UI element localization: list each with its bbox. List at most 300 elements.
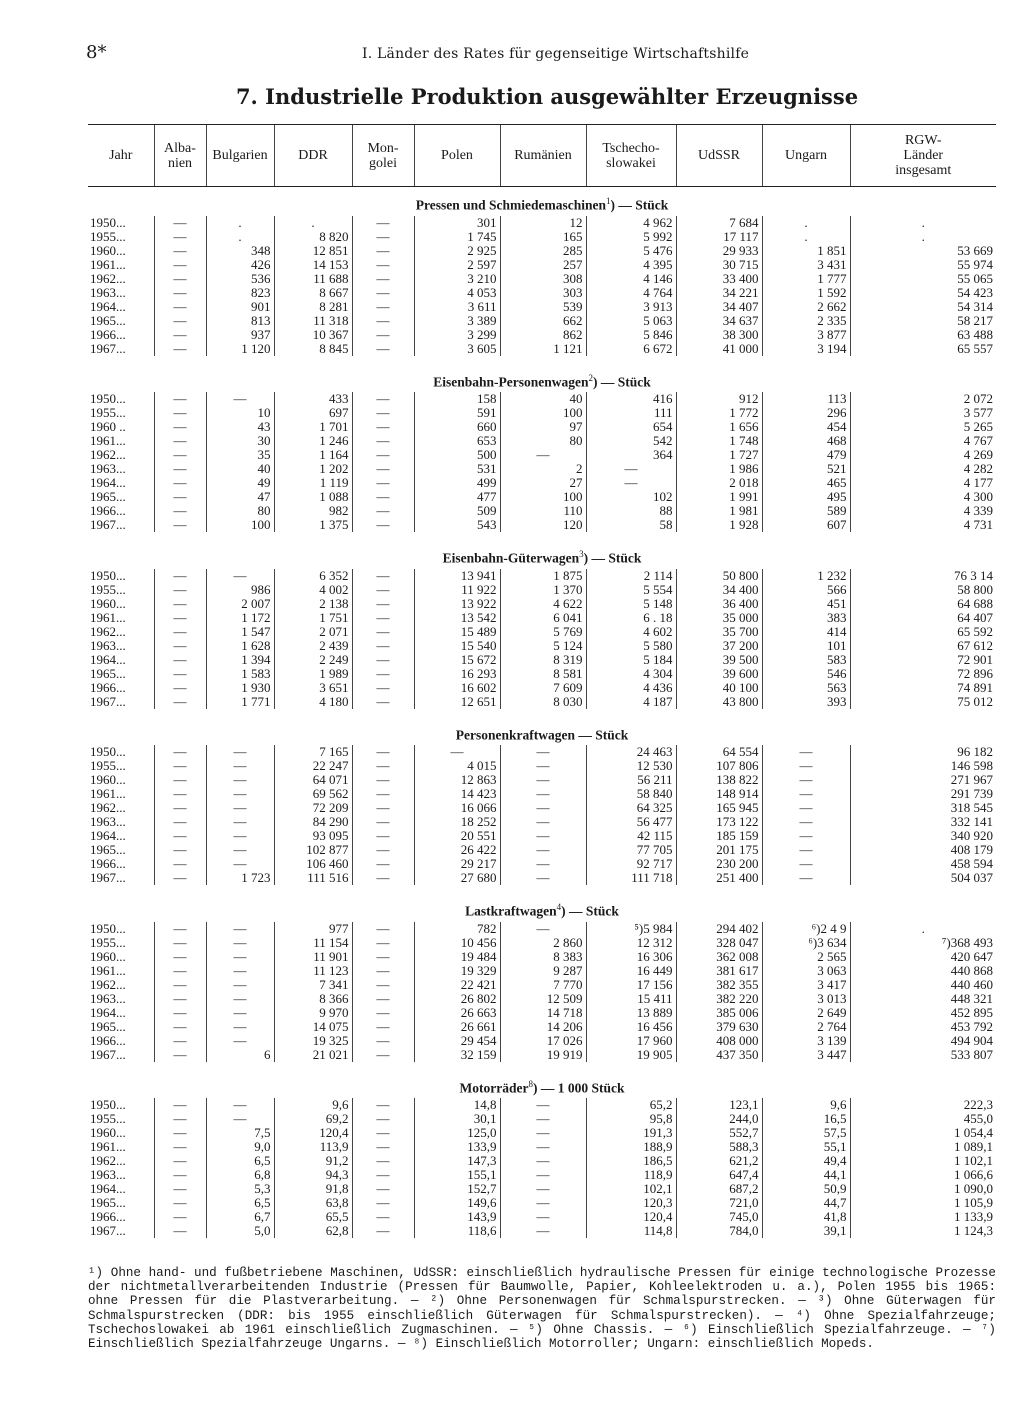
table-cell: 1 133,9	[850, 1210, 996, 1224]
year-cell: 1962...	[90, 800, 126, 815]
table-cell: 12 651	[414, 695, 500, 709]
table-row	[88, 801, 996, 815]
table-cell: 721,0	[676, 1196, 762, 1210]
table-cell: —	[352, 1098, 414, 1112]
table-cell: 813	[206, 314, 274, 328]
year-cell: 1967...	[90, 340, 126, 356]
table-cell: —	[154, 653, 206, 667]
table-cell: 5 580	[586, 639, 676, 653]
footnote-marker: 8	[528, 1078, 533, 1089]
table-row	[88, 406, 996, 420]
spacer-cell	[88, 356, 996, 364]
table-cell: 2 249	[274, 653, 352, 667]
column-header: RGW- Länder insgesamt	[850, 125, 996, 187]
table-cell: 8 667	[274, 286, 352, 300]
table-cell: —	[154, 787, 206, 801]
table-cell: ⁵)5 984	[586, 922, 676, 936]
table-cell: 823	[206, 286, 274, 300]
table-cell: 348	[206, 244, 274, 258]
table-cell: —	[352, 695, 414, 709]
table-row	[88, 978, 996, 992]
table-row	[88, 1196, 996, 1210]
table-cell: 6	[206, 1048, 274, 1062]
table-cell: 29 933	[676, 244, 762, 258]
table-cell: —	[154, 964, 206, 978]
section-header	[88, 540, 996, 569]
table-cell: 8 319	[500, 653, 586, 667]
year-cell: 1967...	[90, 693, 126, 709]
section-title-text: Lastkraftwagen	[465, 903, 557, 919]
table-cell: 2 335	[762, 314, 850, 328]
table-cell: 17 026	[500, 1034, 586, 1048]
table-cell: 18 252	[414, 815, 500, 829]
table-cell: 43	[206, 420, 274, 434]
table-row	[88, 1020, 996, 1034]
table-cell: —	[352, 787, 414, 801]
table-cell: 54 314	[850, 300, 996, 314]
table-cell: —	[352, 745, 414, 759]
table-cell: 56 477	[586, 815, 676, 829]
table-cell: —	[500, 448, 586, 462]
table-cell: 111	[586, 406, 676, 420]
table-cell: —	[154, 597, 206, 611]
table-cell: 80	[206, 504, 274, 518]
table-cell: 12 530	[586, 759, 676, 773]
table-cell: 1 124,3	[850, 1224, 996, 1238]
table-cell: 111 718	[586, 871, 676, 885]
table-cell: 4 622	[500, 597, 586, 611]
section-unit: ) — Stück	[610, 197, 669, 213]
table-cell: 8 366	[274, 992, 352, 1006]
table-cell: 4 602	[586, 625, 676, 639]
footnote-text: ¹) Ohne hand- und fußbetriebene Maschinen, UdSSR: einschließlich hydraulische Pressen für einige technologische Prozesse der nichtmetallverarbeitenden Industrie (Pressen für Baumwolle, Papier, Kohleelektroden u. a.), Polen 1955 bis 1965: ohne Pressen für die Plastverarbeitung. — ²) Ohne Personenwagen für Schmalspurstrecken. — ³) Ohne Güterwagen für Schmalspurstrecken (DDR: bis 1955 einschließlich Güterwagen für Schmalspurstrecken). — ⁴) Ohne Spezialfahrzeuge; Tschechoslowakei ab 1961 einschließlich Zugmaschinen. — ⁵) Ohne Chassis. — ⁶) Einschließlich Spezialfahrzeuge. — ⁷) Einschließlich Spezialfahrzeuge Ungarns. — ⁸) Einschließlich Motorroller; Ungarn: einschließlich Mopeds.	[88, 1266, 996, 1352]
table-cell: 468	[762, 434, 850, 448]
table-cell: 6,7	[206, 1210, 274, 1224]
table-cell: —	[206, 801, 274, 815]
table-cell: 26 661	[414, 1020, 500, 1034]
table-cell: —	[352, 230, 414, 244]
year-cell: 1950...	[90, 1097, 126, 1112]
table-cell: —	[500, 1098, 586, 1112]
table-cell: 479	[762, 448, 850, 462]
table-cell: 95,8	[586, 1112, 676, 1126]
table-cell: 19 919	[500, 1048, 586, 1062]
section-header	[88, 187, 996, 216]
table-cell: 49,4	[762, 1154, 850, 1168]
table-cell: 3 139	[762, 1034, 850, 1048]
table-cell: 5 124	[500, 639, 586, 653]
column-header: UdSSR	[676, 125, 762, 187]
table-cell: 42 115	[586, 829, 676, 843]
table-cell: 58 217	[850, 314, 996, 328]
section-title	[88, 364, 996, 393]
table-cell: 230 200	[676, 857, 762, 871]
table-row	[88, 392, 996, 406]
table-cell: —	[206, 857, 274, 871]
table-cell: 8 845	[274, 342, 352, 356]
spacer-cell	[88, 885, 996, 893]
table-cell: 11 901	[274, 950, 352, 964]
table-cell: —	[352, 773, 414, 787]
table-cell: 37 200	[676, 639, 762, 653]
table-cell: 6 041	[500, 611, 586, 625]
table-cell: 12 851	[274, 244, 352, 258]
table-cell: 1 054,4	[850, 1126, 996, 1140]
year-cell: 1960 ..	[90, 419, 126, 434]
table-cell: 143,9	[414, 1210, 500, 1224]
table-cell: —	[154, 639, 206, 653]
table-cell: —	[206, 815, 274, 829]
table-cell: 504 037	[850, 871, 996, 885]
table-cell: 296	[762, 406, 850, 420]
table-cell: —	[352, 1168, 414, 1182]
year-cell: 1950...	[90, 920, 126, 936]
table-cell: 1 928	[676, 518, 762, 532]
table-cell: 1 370	[500, 583, 586, 597]
table-cell: —	[352, 1154, 414, 1168]
table-cell: 111 516	[274, 871, 352, 885]
table-cell: 33 400	[676, 272, 762, 286]
table-cell: 1 583	[206, 667, 274, 681]
table-cell: 110	[500, 504, 586, 518]
table-cell: 63 488	[850, 328, 996, 342]
table-cell: 1 119	[274, 476, 352, 490]
footnote-marker: 1	[606, 196, 611, 206]
table-cell: —	[352, 258, 414, 272]
table-cell: —	[154, 216, 206, 230]
table-cell: 1 202	[274, 462, 352, 476]
table-cell: .	[762, 216, 850, 230]
table-row	[88, 258, 996, 272]
column-header: Polen	[414, 125, 500, 187]
table-cell: 65,5	[274, 1210, 352, 1224]
table-cell: —	[154, 300, 206, 314]
year-cell: 1966...	[90, 1209, 126, 1224]
table-cell: —	[352, 314, 414, 328]
table-cell: —	[154, 1224, 206, 1238]
table-cell: 113	[762, 392, 850, 406]
table-cell: —	[352, 667, 414, 681]
table-cell: 416	[586, 392, 676, 406]
table-cell: 32 159	[414, 1048, 500, 1062]
table-cell: —	[206, 829, 274, 843]
table-cell: —	[352, 597, 414, 611]
year-cell: 1962...	[90, 976, 126, 992]
table-cell: 9,6	[274, 1098, 352, 1112]
table-cell: —	[500, 1224, 586, 1238]
table-cell: 2 138	[274, 597, 352, 611]
table-row	[88, 1224, 996, 1238]
table-cell: —	[500, 1154, 586, 1168]
table-cell: 15 411	[586, 992, 676, 1006]
table-cell: 303	[500, 286, 586, 300]
table-cell: 113,9	[274, 1140, 352, 1154]
page-number: 8*	[86, 42, 107, 63]
table-cell: 15 489	[414, 625, 500, 639]
table-cell: 6 672	[586, 342, 676, 356]
table-cell: ⁷)368 493	[850, 936, 996, 950]
table-cell: —	[206, 936, 274, 950]
table-cell: 100	[500, 406, 586, 420]
section-spacer	[88, 1062, 996, 1070]
column-header: Mon- golei	[352, 125, 414, 187]
table-cell: 17 156	[586, 978, 676, 992]
table-cell: 22 247	[274, 759, 352, 773]
table-cell: —	[154, 1126, 206, 1140]
table-cell: 58	[586, 518, 676, 532]
table-cell: 2 439	[274, 639, 352, 653]
table-row	[88, 843, 996, 857]
table-cell: 19 905	[586, 1048, 676, 1062]
year-cell: 1961...	[90, 256, 126, 272]
table-cell: 19 484	[414, 950, 500, 964]
table-cell: 34 637	[676, 314, 762, 328]
column-header: Tschecho- slowakei	[586, 125, 676, 187]
table-cell: —	[154, 244, 206, 258]
table-cell: 21 021	[274, 1048, 352, 1062]
table-cell: 454	[762, 420, 850, 434]
table-cell: 138 822	[676, 773, 762, 787]
table-cell: —	[352, 815, 414, 829]
table-row	[88, 1034, 996, 1048]
table-cell: 3 013	[762, 992, 850, 1006]
year-cell: 1966...	[90, 856, 126, 871]
table-cell: —	[206, 745, 274, 759]
table-cell: 2 597	[414, 258, 500, 272]
year-cell: 1962...	[90, 270, 126, 286]
table-cell: 158	[414, 392, 500, 406]
table-row	[88, 272, 996, 286]
table-cell: —	[206, 922, 274, 936]
year-cell: 1955...	[90, 581, 126, 597]
year-cell: 1966...	[90, 503, 126, 518]
table-cell: 41,8	[762, 1210, 850, 1224]
table-row	[88, 300, 996, 314]
table-row	[88, 667, 996, 681]
table-cell: 1 232	[762, 569, 850, 583]
production-table	[88, 124, 996, 1238]
table-cell: —	[500, 801, 586, 815]
table-cell: —	[762, 745, 850, 759]
table-cell: 123,1	[676, 1098, 762, 1112]
table-cell: 654	[586, 420, 676, 434]
table-cell: 5 063	[586, 314, 676, 328]
table-cell: .	[274, 216, 352, 230]
table-row	[88, 342, 996, 356]
table-cell: 1 628	[206, 639, 274, 653]
table-cell: 308	[500, 272, 586, 286]
table-cell: 133,9	[414, 1140, 500, 1154]
table-cell: 383	[762, 611, 850, 625]
table-cell: —	[352, 392, 414, 406]
table-cell: —	[414, 745, 500, 759]
year-cell: 1961...	[90, 962, 126, 978]
table-cell: 165	[500, 230, 586, 244]
table-cell: —	[352, 950, 414, 964]
table-cell: 16 449	[586, 964, 676, 978]
table-cell: 64 554	[676, 745, 762, 759]
table-cell: 4 015	[414, 759, 500, 773]
table-cell: 125,0	[414, 1126, 500, 1140]
table-cell: 1 547	[206, 625, 274, 639]
table-cell: 4 962	[586, 216, 676, 230]
table-cell: 58 800	[850, 583, 996, 597]
year-cell: 1964...	[90, 828, 126, 843]
table-row	[88, 611, 996, 625]
table-cell: 4 180	[274, 695, 352, 709]
table-row	[88, 1182, 996, 1196]
section-title-text: Eisenbahn-Personenwagen	[433, 374, 589, 389]
table-cell: —	[500, 871, 586, 885]
table-cell: 30	[206, 434, 274, 448]
table-row	[88, 597, 996, 611]
table-row	[88, 936, 996, 950]
table-cell: 19 329	[414, 964, 500, 978]
table-cell: —	[500, 829, 586, 843]
table-cell: 72 896	[850, 667, 996, 681]
table-cell: 546	[762, 667, 850, 681]
year-cell: 1955...	[90, 758, 126, 773]
table-cell: 784,0	[676, 1224, 762, 1238]
table-cell: 301	[414, 216, 500, 230]
table-row	[88, 1048, 996, 1062]
table-cell: 3 389	[414, 314, 500, 328]
table-row	[88, 328, 996, 342]
table-row	[88, 504, 996, 518]
table-cell: —	[154, 1020, 206, 1034]
footnote-marker: 4	[556, 902, 562, 912]
table-cell: 148 914	[676, 787, 762, 801]
table-cell: 34 407	[676, 300, 762, 314]
table-cell: 43 800	[676, 695, 762, 709]
table-cell: —	[352, 978, 414, 992]
table-cell: —	[206, 392, 274, 406]
table-cell: —	[154, 815, 206, 829]
table-cell: 340 920	[850, 829, 996, 843]
table-cell: 1 246	[274, 434, 352, 448]
table-cell: 1 090,0	[850, 1182, 996, 1196]
table-row	[88, 681, 996, 695]
table-cell: 26 802	[414, 992, 500, 1006]
table-cell: 6 352	[274, 569, 352, 583]
table-cell: .	[206, 216, 274, 230]
table-cell: —	[206, 992, 274, 1006]
table-cell: 453 792	[850, 1020, 996, 1034]
table-cell: —	[154, 1182, 206, 1196]
table-cell: 5 265	[850, 420, 996, 434]
table-cell: —	[352, 1210, 414, 1224]
table-cell: 36 400	[676, 597, 762, 611]
table-row	[88, 230, 996, 244]
table-cell: —	[206, 1112, 274, 1126]
table-cell: —	[154, 462, 206, 476]
table-row	[88, 1140, 996, 1154]
table-cell: 3 210	[414, 272, 500, 286]
table-cell: 3 063	[762, 964, 850, 978]
table-cell: —	[762, 773, 850, 787]
table-cell: 591	[414, 406, 500, 420]
year-cell: 1950...	[90, 567, 126, 583]
table-cell: 5 554	[586, 583, 676, 597]
year-cell: 1964...	[90, 651, 126, 667]
table-cell: 69 562	[274, 787, 352, 801]
table-cell: 94,3	[274, 1168, 352, 1182]
section-unit: — Stück	[574, 727, 629, 742]
table-cell: 2 114	[586, 569, 676, 583]
header-row	[88, 125, 996, 187]
table-cell: 1 120	[206, 342, 274, 356]
table-cell: 4 731	[850, 518, 996, 532]
table-cell: —	[352, 1112, 414, 1126]
column-header: DDR	[274, 125, 352, 187]
table-cell: —	[500, 1168, 586, 1182]
table-cell: 11 154	[274, 936, 352, 950]
table-cell: —	[352, 569, 414, 583]
table-cell: 382 355	[676, 978, 762, 992]
year-cell: 1966...	[90, 1032, 126, 1048]
year-cell: 1965...	[90, 665, 126, 681]
table-cell: 1 723	[206, 871, 274, 885]
table-cell: 414	[762, 625, 850, 639]
table-cell: 4 767	[850, 434, 996, 448]
table-cell: 1 751	[274, 611, 352, 625]
table-row	[88, 964, 996, 978]
table-cell: 26 422	[414, 843, 500, 857]
table-cell: —	[154, 625, 206, 639]
table-cell: —	[154, 420, 206, 434]
year-cell: 1966...	[90, 679, 126, 695]
table-cell: —	[154, 857, 206, 871]
table-cell: —	[352, 1034, 414, 1048]
table-cell: 165 945	[676, 801, 762, 815]
table-cell: 118,6	[414, 1224, 500, 1238]
table-cell: 7 609	[500, 681, 586, 695]
table-cell: 4 436	[586, 681, 676, 695]
table-row	[88, 1126, 996, 1140]
table-cell: 14 075	[274, 1020, 352, 1034]
section-spacer	[88, 532, 996, 540]
year-cell: 1961...	[90, 433, 126, 448]
table-cell: 17 117	[676, 230, 762, 244]
table-cell: 12 312	[586, 936, 676, 950]
table-cell: 1 394	[206, 653, 274, 667]
table-cell: 1 088	[274, 490, 352, 504]
table-cell: 420 647	[850, 950, 996, 964]
table-cell: 14 423	[414, 787, 500, 801]
table-cell: —	[352, 843, 414, 857]
table-cell: 4 339	[850, 504, 996, 518]
table-cell: —	[586, 476, 676, 490]
year-cell: 1967...	[90, 1046, 126, 1062]
table-cell: —	[154, 1034, 206, 1048]
table-cell: 188,9	[586, 1140, 676, 1154]
table-cell: 11 688	[274, 272, 352, 286]
table-cell: 1 105,9	[850, 1196, 996, 1210]
table-cell: 647,4	[676, 1168, 762, 1182]
section-spacer	[88, 356, 996, 364]
table-cell: 509	[414, 504, 500, 518]
table-cell: —	[762, 829, 850, 843]
table-cell: 2 649	[762, 1006, 850, 1020]
table-row	[88, 639, 996, 653]
column-header: Bulgarien	[206, 125, 274, 187]
table-cell: —	[352, 1182, 414, 1196]
table-cell: —	[762, 801, 850, 815]
table-cell: —	[352, 490, 414, 504]
table-cell: 120,3	[586, 1196, 676, 1210]
table-cell: 9,0	[206, 1140, 274, 1154]
table-cell: 24 463	[586, 745, 676, 759]
